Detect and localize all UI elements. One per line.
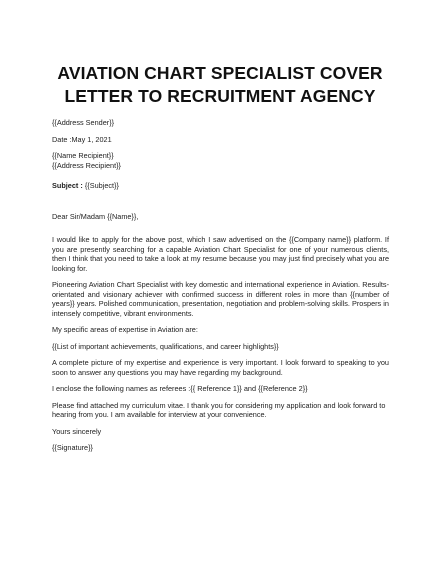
subject-label: Subject : <box>52 181 83 190</box>
paragraph-cv: Please find attached my curriculum vitae. I thank you for considering my application and look forward to hearing from you. I am available for interview at your convenience. <box>52 400 386 419</box>
paragraph-intro: I would like to apply for the above post, which I saw advertised on the {{Company name}} platform. If you are presently searching for a capable Aviation Chart Specialist for one of your numerous clients, then I think that you need to take a look at my resume because you may just find precisely what you are looking for. <box>52 235 389 273</box>
closing: Yours sincerely <box>52 426 102 436</box>
paragraph-profile: Pioneering Aviation Chart Specialist with key domestic and international experience in Aviation. Results-orientated and visionary achiever with confirmed success in different roles in more than {{number of years}} years. Polished communication, presentation, negotiation and problem-solving skills. Prospers in intensely competitive, vibrant environments. <box>52 280 389 318</box>
recipient-name: {{Name Recipient}} <box>52 151 114 160</box>
signature: {{Signature}} <box>52 443 93 452</box>
document-title <box>0 62 440 108</box>
date-value: May 1, 2021 <box>71 134 112 144</box>
date-line <box>52 135 389 145</box>
sender-address: {{Address Sender}} <box>52 118 115 127</box>
date-label: Date : <box>52 134 72 144</box>
letter-body <box>52 118 389 453</box>
paragraph-expertise-intro: My specific areas of expertise in Aviation are: <box>52 325 198 334</box>
subject-value: {{Subject}} <box>82 181 119 190</box>
title-line-1: AVIATION CHART SPECIALIST COVER <box>57 63 383 83</box>
title-line-2: LETTER TO RECRUITMENT AGENCY <box>64 86 376 106</box>
paragraph-expertise: A complete picture of my expertise and experience is very important. I look forward to speaking to you soon to answer any questions you may have regarding my background. <box>52 358 389 377</box>
paragraph-achievements: {{List of important achievements, qualifications, and career highlights}} <box>52 341 279 351</box>
paragraph-referees: I enclose the following names as referees :{{ Reference 1}} and {{Reference 2}} <box>52 384 308 393</box>
salutation: Dear Sir/Madam {{Name}}, <box>52 211 139 221</box>
recipient-address: {{Address Recipient}} <box>52 160 121 170</box>
subject-line <box>52 181 389 191</box>
